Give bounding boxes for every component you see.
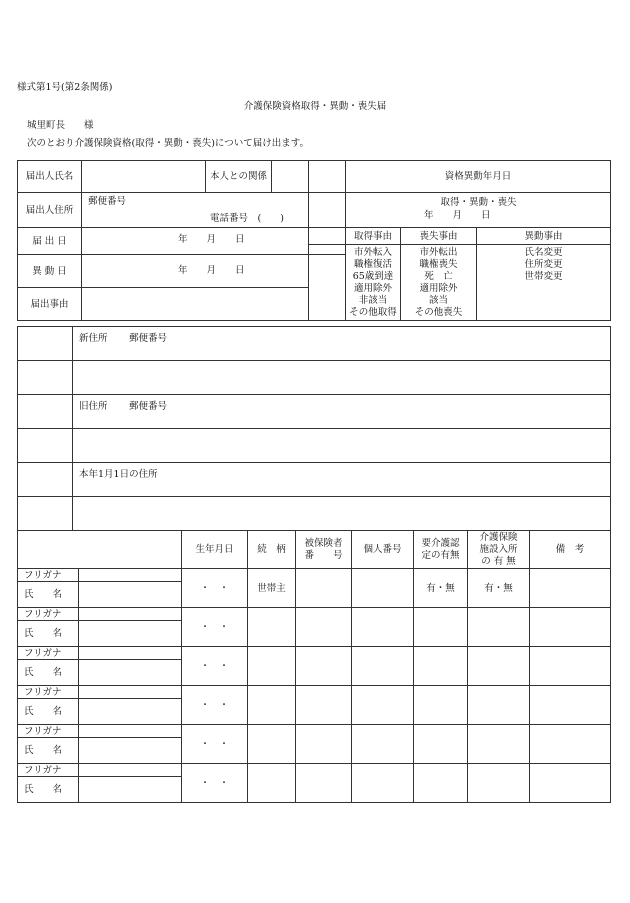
col-insured-line: 番 号 xyxy=(304,549,343,561)
field-applicant-address[interactable] xyxy=(82,193,309,228)
furigana-label: フリガナ xyxy=(18,725,79,738)
name-field[interactable] xyxy=(79,777,182,803)
lose-reason-item[interactable]: 死 亡 xyxy=(424,271,453,282)
facility-field[interactable] xyxy=(468,725,530,764)
name-field[interactable] xyxy=(79,621,182,647)
change-type-label: 取得・異動・喪失 xyxy=(440,197,517,208)
col-facility xyxy=(468,531,530,569)
dob-field[interactable]: ・ ・ xyxy=(182,569,248,608)
furigana-label: フリガナ xyxy=(18,608,79,621)
name-label: 氏 名 xyxy=(18,621,79,647)
members-table xyxy=(17,530,611,803)
mynumber-field[interactable] xyxy=(352,647,414,686)
label-filing-date: 届 出 日 xyxy=(18,228,82,255)
col-care-line: 定の有無 xyxy=(421,549,460,561)
mynumber-field[interactable] xyxy=(352,686,414,725)
mynumber-field[interactable] xyxy=(352,725,414,764)
recipient: 城里町長 様 xyxy=(27,120,94,131)
acquire-reason-item[interactable]: その他取得 xyxy=(349,307,397,318)
col-notes: 備 考 xyxy=(530,531,611,569)
new-address-postal-row[interactable] xyxy=(73,327,611,361)
mynumber-field[interactable] xyxy=(352,764,414,803)
facility-field[interactable] xyxy=(468,764,530,803)
field-change-day[interactable] xyxy=(82,255,309,288)
facility-field[interactable] xyxy=(468,647,530,686)
blank-cell xyxy=(309,193,346,228)
lose-reason-item[interactable]: 該当 xyxy=(428,295,448,306)
lose-reason-item[interactable]: 適用除外 xyxy=(419,283,458,294)
phone-label: 電話番号 ( ) xyxy=(210,213,284,224)
notes-field[interactable] xyxy=(530,608,611,647)
old-address-postal-label: 郵便番号 xyxy=(129,401,168,412)
jan1-address-label: 本年1月1日の住所 xyxy=(79,469,158,480)
acquire-reason-item[interactable]: 非該当 xyxy=(358,295,388,306)
notes-field[interactable] xyxy=(530,725,611,764)
dob-field[interactable]: ・ ・ xyxy=(182,725,248,764)
relation-field[interactable] xyxy=(248,764,296,803)
col-facility-line: 介護保険 xyxy=(479,531,518,543)
dob-field[interactable]: ・ ・ xyxy=(182,686,248,725)
insured-number-field[interactable] xyxy=(296,608,352,647)
name-label: 氏 名 xyxy=(18,738,79,764)
change-day-ymd: 年 月 日 xyxy=(178,265,245,276)
acquire-reason-item[interactable]: 職権復活 xyxy=(353,259,392,270)
acquire-reasons xyxy=(346,245,401,321)
lose-reasons xyxy=(401,245,477,321)
jan1-address-label-row[interactable] xyxy=(73,463,611,497)
change-date-ymd: 年 月 日 xyxy=(424,210,491,221)
col-care-cert xyxy=(414,531,468,569)
relation-field[interactable] xyxy=(248,608,296,647)
change-reasons xyxy=(477,245,611,321)
label-change-date: 資格異動年月日 xyxy=(346,161,611,193)
field-filing-date[interactable] xyxy=(82,228,309,255)
field-applicant-name[interactable] xyxy=(82,161,206,193)
change-reason-item[interactable]: 世帯変更 xyxy=(524,271,563,282)
relation-field[interactable] xyxy=(248,725,296,764)
insured-number-field[interactable] xyxy=(296,725,352,764)
lose-reason-item[interactable]: 市外転出 xyxy=(419,247,458,258)
mynumber-field[interactable] xyxy=(352,569,414,608)
field-relationship[interactable] xyxy=(272,161,309,193)
label-change-day: 異 動 日 xyxy=(18,255,82,288)
acquire-reason-item[interactable]: 適用除外 xyxy=(353,283,392,294)
name-label: 氏 名 xyxy=(18,777,79,803)
dob-field[interactable]: ・ ・ xyxy=(182,764,248,803)
col-dob: 生年月日 xyxy=(182,531,248,569)
facility-field[interactable]: 有・無 xyxy=(468,569,530,608)
blank-cell xyxy=(18,463,73,497)
insured-number-field[interactable] xyxy=(296,647,352,686)
col-mynumber: 個人番号 xyxy=(352,531,414,569)
facility-field[interactable] xyxy=(468,608,530,647)
applicant-table xyxy=(17,160,611,321)
blank-cell xyxy=(18,429,73,463)
postal-code-label: 郵便番号 xyxy=(88,196,127,207)
insured-number-field[interactable] xyxy=(296,686,352,725)
blank-cell xyxy=(18,395,73,429)
notes-field[interactable] xyxy=(530,764,611,803)
mynumber-field[interactable] xyxy=(352,608,414,647)
furigana-field[interactable] xyxy=(79,608,182,621)
name-label: 氏 名 xyxy=(18,582,79,608)
lose-reason-item[interactable]: 職権喪失 xyxy=(419,259,458,270)
blank-cell xyxy=(309,161,346,193)
new-address-field[interactable] xyxy=(73,361,611,395)
acquire-reason-heading: 取得事由 xyxy=(346,228,401,245)
name-field[interactable] xyxy=(79,660,182,686)
name-field[interactable] xyxy=(79,738,182,764)
furigana-field[interactable] xyxy=(79,569,182,582)
name-field[interactable] xyxy=(79,582,182,608)
intro-text: 次のとおり介護保険資格(取得・異動・喪失)について届け出ます。 xyxy=(27,138,309,149)
care-cert-field[interactable]: 有・無 xyxy=(414,569,468,608)
new-address-label: 新住所 xyxy=(79,333,108,344)
col-insured-line: 被保険者 xyxy=(304,537,343,549)
name-label: 氏 名 xyxy=(18,660,79,686)
filing-date-ymd: 年 月 日 xyxy=(178,234,245,245)
dob-field[interactable]: ・ ・ xyxy=(182,647,248,686)
blank-cell xyxy=(18,531,182,569)
care-cert-field[interactable] xyxy=(414,686,468,725)
old-address-postal-row[interactable] xyxy=(73,395,611,429)
care-cert-field[interactable] xyxy=(414,725,468,764)
blank-cell xyxy=(18,361,73,395)
label-filing-reason: 届出事由 xyxy=(18,288,82,321)
form-number: 様式第1号(第2条関係) xyxy=(17,82,113,93)
col-facility-line: 施設入所 xyxy=(479,543,518,555)
relation-field[interactable]: 世帯主 xyxy=(248,569,296,608)
field-filing-reason[interactable] xyxy=(82,288,309,321)
label-relationship: 本人との関係 xyxy=(206,161,272,193)
insured-number-field[interactable] xyxy=(296,764,352,803)
acquire-reason-item[interactable]: 65歳到達 xyxy=(352,271,394,282)
blank-cell xyxy=(309,228,346,245)
insured-number-field[interactable] xyxy=(296,569,352,608)
address-table xyxy=(17,326,611,531)
lose-reason-heading: 喪失事由 xyxy=(401,228,477,245)
page-title: 介護保険資格取得・異動・喪失届 xyxy=(243,101,387,112)
old-address-field[interactable] xyxy=(73,429,611,463)
notes-field[interactable] xyxy=(530,686,611,725)
blank-cell xyxy=(18,497,73,531)
furigana-field[interactable] xyxy=(79,647,182,660)
relation-field[interactable] xyxy=(248,647,296,686)
care-cert-field[interactable] xyxy=(414,608,468,647)
care-cert-field[interactable] xyxy=(414,764,468,803)
label-applicant-address: 届出人住所 xyxy=(18,193,82,228)
notes-field[interactable] xyxy=(530,569,611,608)
change-type-cell[interactable] xyxy=(346,193,611,228)
new-address-postal-label: 郵便番号 xyxy=(129,333,168,344)
furigana-label: フリガナ xyxy=(18,647,79,660)
notes-field[interactable] xyxy=(530,647,611,686)
furigana-label: フリガナ xyxy=(18,686,79,699)
acquire-reason-item[interactable]: 市外転入 xyxy=(353,247,392,258)
change-reason-item[interactable]: 住所変更 xyxy=(524,259,563,270)
lose-reason-item[interactable]: その他喪失 xyxy=(414,307,463,318)
col-relation: 続 柄 xyxy=(248,531,296,569)
facility-field[interactable] xyxy=(468,686,530,725)
old-address-label: 旧住所 xyxy=(79,401,108,412)
col-care-line: 要介護認 xyxy=(421,537,460,549)
change-reason-heading: 異動事由 xyxy=(477,228,611,245)
label-applicant-name: 届出人氏名 xyxy=(18,161,82,193)
relation-field[interactable] xyxy=(248,686,296,725)
change-reason-item[interactable]: 氏名変更 xyxy=(524,247,563,258)
furigana-field[interactable] xyxy=(79,764,182,777)
name-field[interactable] xyxy=(79,699,182,725)
furigana-field[interactable] xyxy=(79,686,182,699)
name-label: 氏 名 xyxy=(18,699,79,725)
jan1-address-field[interactable] xyxy=(73,497,611,531)
furigana-label: フリガナ xyxy=(18,569,79,582)
furigana-label: フリガナ xyxy=(18,764,79,777)
care-cert-field[interactable] xyxy=(414,647,468,686)
blank-cell xyxy=(309,255,346,321)
blank-cell xyxy=(18,327,73,361)
dob-field[interactable]: ・ ・ xyxy=(182,608,248,647)
furigana-field[interactable] xyxy=(79,725,182,738)
blank-cell xyxy=(309,245,346,255)
col-insured-number xyxy=(296,531,352,569)
col-facility-line: の 有 無 xyxy=(481,555,516,567)
